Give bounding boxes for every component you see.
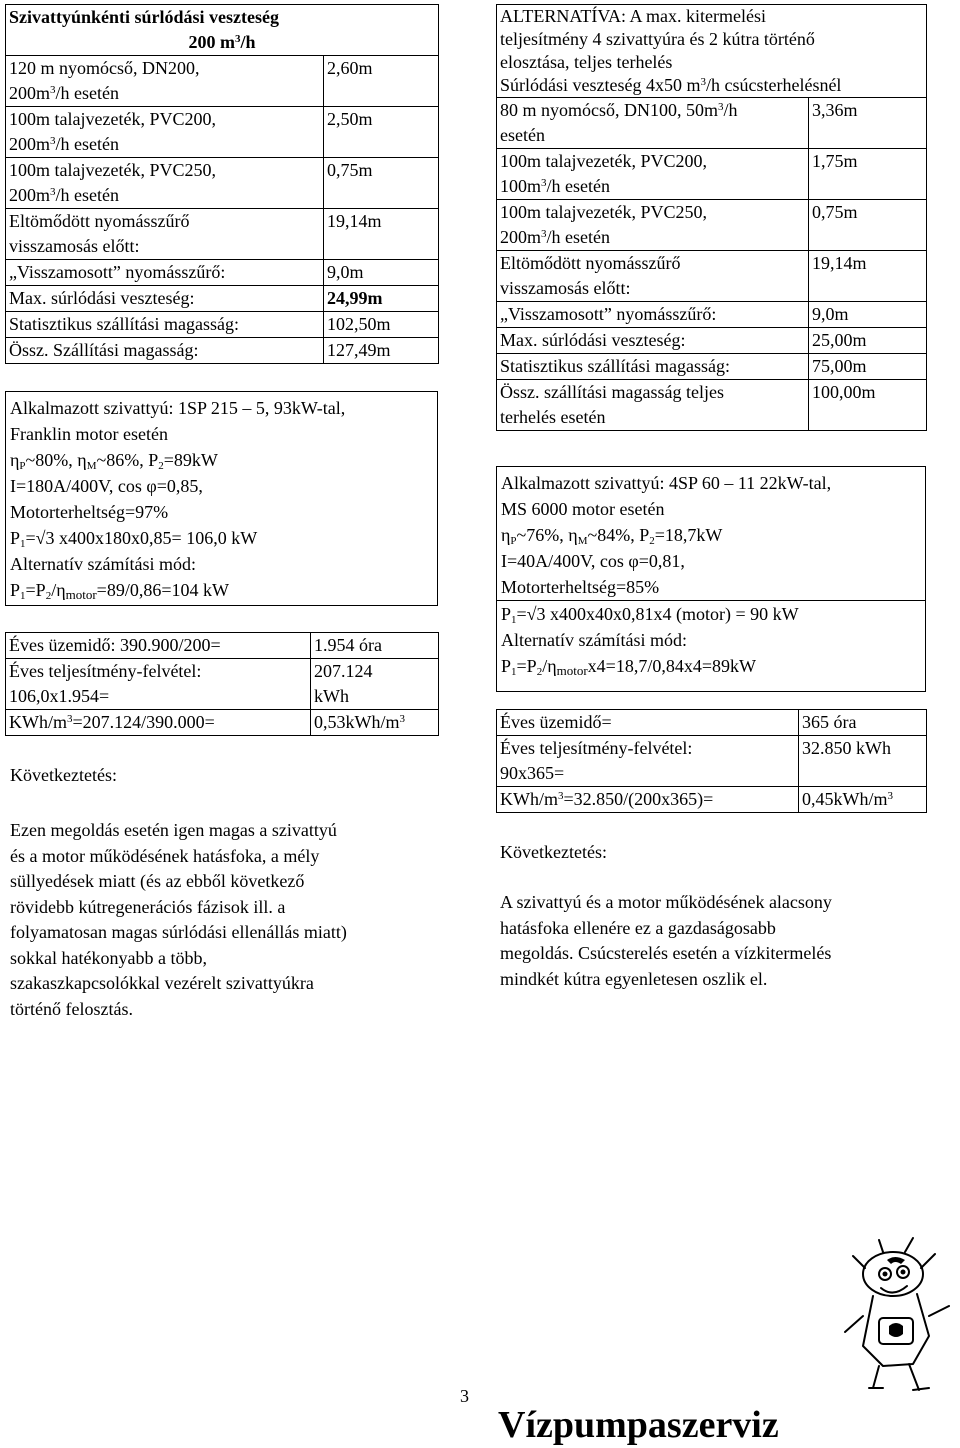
conclusion-text: A szivattyú és a motor működésének alacsony hatásfoka ellenére ez a gazdaságosabb megoldás. Csúcsterelés esetén a vízkitermelés mindkét kútra egyenletesen oszlik el. [500,892,832,989]
table-row: Éves teljesítmény-felvétel: 90x365= 32.850 kWh [497,736,927,787]
alternative-table [496,4,927,431]
friction-table-subtitle: 200 $m^3/h$ [188,32,256,52]
annual-usage-table [496,709,927,813]
table-row: Éves teljesítmény-felvétel: 106,0x1.954= 207.124 kWh [6,659,439,710]
pump-info-box: Alkalmazott szivattyú: 1SP 215 – 5, 93kW-tal, Franklin motor esetén $\eta_P\sim 80\%$, $\eta_M\sim 86\%$, $P_2=89kW$ I=180A/400V, cos φ=0,85, Motorterheltség=97% $P_1=√3$ x400x180x0,85= 106,0 kW Alternatív számítási mód: $P_1=P_2/\eta_{motor}=89/0,86=104$ kW [5,391,438,606]
table-row: Eltömődött nyomásszűrő visszamosás előtt: 19,14m [6,209,439,260]
table-row: „Visszamosott” nyomásszűrő: 9,0m [6,260,439,286]
table-row: Max. súrlódási veszteség: 24,99m [6,286,439,312]
page-number: 3 [460,1386,469,1406]
conclusion-heading: Következtetés: [500,842,607,862]
pump-info-box: Alkalmazott szivattyú: 4SP 60 – 11 22kW-tal, MS 6000 motor esetén $\eta_P\sim 76\%$, $\eta_M\sim 84\%$, $P_2=18,7kW$ I=40A/400V, cos φ=0,81, Motorterheltség=85% $P_1=√3$ x400x40x0,81x4 (motor) = 90 kW Alternatív számítási mód: $P_1=P_2/\eta_{motor}x4=18,7/0,84x4=89kW$ [496,466,926,692]
annual-usage-table [5,632,439,736]
friction-table-title: Szivattyúnkénti súrlódási veszteség [9,7,279,27]
table-row: 100m talajvezeték, PVC250, $200m^3/h$ esetén 0,75m [497,200,927,251]
table-row: KWh/$m^3=32.850/(200x365)=$ $0,45kWh/m^3$ [497,787,927,813]
mascot-logo [843,1236,955,1394]
table-row: Max. súrlódási veszteség: 25,00m [497,328,927,354]
table-row: „Visszamosott” nyomásszűrő: 9,0m [497,302,927,328]
conclusion-heading: Következtetés: [10,765,117,785]
table-row: KWh/$m^3=207.124/390.000=$ $0,53kWh/m^3$ [6,710,439,736]
table-row: 120 m nyomócső, DN200, $200m^3/h$ esetén 2,60m [6,56,439,107]
alternative-table-header: ALTERNATÍVA: A max. kitermelési teljesítmény 4 szivattyúra és 2 kútra történő elosztása, teljes terhelés Súrlódási veszteség 4x50 $m^3/h$ csúcsterhelésnél [497,5,927,98]
table-row: 80 m nyomócső, DN100, $50m^3/h$ esetén 3,36m [497,98,927,149]
table-row: 100m talajvezeték, PVC200, $100m^3/h$ esetén 1,75m [497,149,927,200]
brand-name: Vízpumpaszerviz [498,1404,779,1446]
friction-table-header [6,5,439,56]
table-row: 100m talajvezeték, PVC250, $200m^3/h$ esetén 0,75m [6,158,439,209]
table-row: Éves üzemidő= 365 óra [497,710,927,736]
table-row: 100m talajvezeték, PVC200, $200m^3/h$ esetén 2,50m [6,107,439,158]
table-row: Eltömődött nyomásszűrő visszamosás előtt: 19,14m [497,251,927,302]
table-row: Össz. szállítási magasság teljes terhelés esetén 100,00m [497,380,927,431]
table-row: Össz. Szállítási magasság: 127,49m [6,338,439,364]
table-row: Statisztikus szállítási magasság: 102,50m [6,312,439,338]
friction-loss-table [5,4,439,364]
table-row: Statisztikus szállítási magasság: 75,00m [497,354,927,380]
table-row: Éves üzemidő: 390.900/200= 1.954 óra [6,633,439,659]
conclusion-text: Ezen megoldás esetén igen magas a szivattyú és a motor működésének hatásfoka, a mély süllyedések miatt (és az ebből következő rövidebb kútregenerációs fázisok ill. a folyamatosan magas súrlódási ellenállás miatt) sokkal hatékonyabb a több, szakaszkapcsolókkal vezérelt szivattyúkra történő felosztás. [10,820,347,1019]
